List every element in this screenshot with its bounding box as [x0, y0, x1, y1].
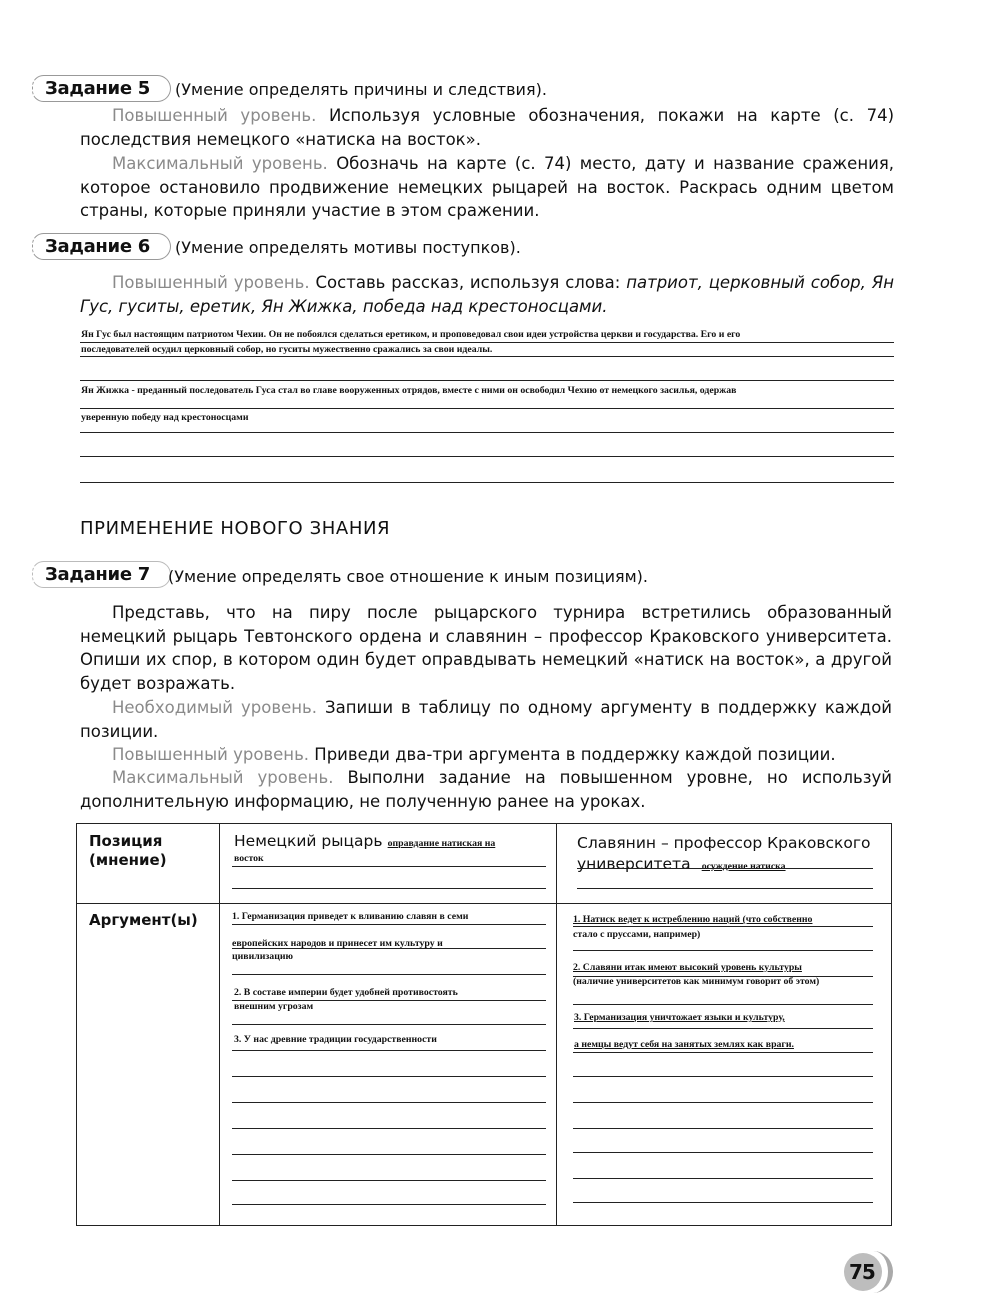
answer-line: [232, 1128, 546, 1129]
answer-line: [80, 456, 894, 457]
answer-line: [577, 868, 873, 869]
task-7-intro: Представь, что на пиру после рыцарского турнира встретились образованный немецкий рыцарь Тевтонского ордена и славянин – профессор Краковского университета. Опиши их спор, в котором один будет оправдывать немецкий «натиск на восток», а другой будет возражать.: [80, 603, 892, 693]
answer-line: [80, 482, 894, 483]
answer-line: [80, 356, 894, 357]
answer-line: [232, 866, 546, 867]
task-7-badge: [32, 561, 171, 588]
answer-line: [232, 974, 546, 975]
slav-title-2: университета: [577, 855, 691, 873]
answer-line: [80, 380, 894, 381]
level-label: Максимальный уровень.: [112, 154, 328, 173]
answer-line: [232, 1076, 546, 1077]
level-text: Выполни задание на повышенном уровне, но используй дополнительную информацию, не полученную ранее на уроках.: [80, 768, 892, 811]
position-label: Позиция (мнение): [89, 832, 167, 869]
task-6-skill: (Умение определять мотивы поступков).: [175, 238, 521, 257]
slav-argument-line[interactable]: а немцы ведут себя на занятых землях как враги.: [574, 1039, 794, 1050]
task-6-answer-line-3[interactable]: Ян Жижка - преданный последователь Гуса стал во главе вооруженных отрядов, вместе с ними он освободил Чехию от немецкого засилья, одержав: [81, 385, 737, 396]
answer-line: [573, 1102, 873, 1103]
german-position-answer-1[interactable]: оправдание натиская на: [387, 838, 496, 849]
task-5-raised-level: [80, 104, 894, 151]
level-label: Повышенный уровень.: [112, 273, 310, 292]
page-number: 75: [849, 1260, 875, 1284]
answer-line: [232, 924, 546, 925]
task-6-keywords: патриот, церковный собор, Ян Гус, гуситы, еретик, Ян Жижка, победа над крестоносцами.: [80, 273, 895, 316]
slav-argument-line[interactable]: 1. Натиск ведет к истреблению наций (что собственно: [573, 914, 813, 925]
answer-line: [573, 1178, 873, 1179]
answer-line: [573, 950, 873, 951]
answer-line: [232, 1102, 546, 1103]
level-text: Обозначь на карте (с. 74) место, дату и название сражения, которое остановило продвижение немецких рыцарей на восток. Раскрась одним цветом страны, которые приняли участие в этом сражении.: [80, 154, 895, 220]
slav-argument-line[interactable]: 2. Славяни итак имеют высокий уровень культуры: [573, 962, 802, 973]
task-6-badge: [32, 233, 171, 260]
task-7-skill: (Умение определять свое отношение к иным позициям).: [168, 567, 648, 586]
answer-line: [80, 408, 894, 409]
level-label: Необходимый уровень.: [112, 698, 317, 717]
slav-argument-line[interactable]: (наличие университетов как минимум говорит об этом): [573, 976, 820, 987]
answer-line: [573, 1128, 873, 1129]
task-6-label: Задание 6: [45, 236, 150, 257]
answer-line: [232, 888, 546, 889]
row-label-cell: [77, 904, 220, 1226]
answer-line: [80, 342, 894, 343]
answer-line: [577, 888, 873, 889]
task-7-raised-level: [80, 743, 892, 767]
german-title: Немецкий рыцарь: [234, 832, 383, 850]
task-5-max-level: [80, 152, 894, 223]
answer-line: [232, 1050, 546, 1051]
answer-line: [573, 1052, 873, 1053]
answer-line: [232, 1024, 546, 1025]
slav-title-1: Славянин – профессор Краковского: [577, 834, 871, 852]
task-5-label: Задание 5: [45, 78, 150, 99]
arguments-label: Аргумент(ы): [89, 911, 198, 929]
level-label: Максимальный уровень.: [112, 768, 334, 787]
level-label: Повышенный уровень.: [112, 745, 310, 764]
german-argument-line[interactable]: европейских народов и принесет им культуру и: [232, 938, 443, 949]
row-label-cell: [77, 824, 220, 904]
arguments-table: [76, 823, 892, 1226]
section-title: ПРИМЕНЕНИЕ НОВОГО ЗНАНИЯ: [80, 518, 391, 539]
answer-line: [573, 1004, 873, 1005]
slav-argument-line[interactable]: 3. Германизация уничтожает языки и культуру,: [574, 1012, 785, 1023]
answer-line: [573, 1202, 873, 1203]
task-7-max-level: [80, 766, 892, 813]
slav-position-answer[interactable]: осуждение натиска: [701, 861, 786, 872]
german-argument-line[interactable]: 2. В составе империи будет удобней противостоять: [234, 987, 458, 998]
level-text: Приведи два-три аргумента в поддержку каждой позиции.: [314, 745, 836, 764]
level-label: Повышенный уровень.: [112, 106, 317, 125]
task-6-answer-line-4[interactable]: уверенную победу над крестоносцами: [81, 412, 249, 423]
level-text: Используя условные обозначения, покажи на карте (с. 74) последствия немецкого «натиска на восток».: [80, 106, 895, 149]
german-argument-line[interactable]: 3. У нас древние традиции государственности: [234, 1034, 437, 1045]
slav-argument-line[interactable]: стало с пруссами, например): [573, 929, 701, 940]
german-position-answer-2[interactable]: восток: [234, 853, 264, 864]
answer-line: [80, 432, 894, 433]
slav-header-line-2: [577, 854, 877, 875]
german-header: [234, 831, 544, 852]
answer-line: [573, 1028, 873, 1029]
slav-arguments-cell[interactable]: [557, 904, 892, 1226]
answer-line: [573, 1076, 873, 1077]
german-position-cell[interactable]: [220, 824, 557, 904]
answer-line: [232, 1204, 546, 1205]
task-5-skill: (Умение определять причины и следствия).: [175, 80, 547, 99]
table-row-position: [77, 824, 892, 904]
page-number-badge: [840, 1253, 886, 1293]
level-text: Запиши в таблицу по одному аргументу в поддержку каждой позиции.: [80, 698, 893, 741]
answer-line: [232, 1154, 546, 1155]
german-arguments-cell[interactable]: [220, 904, 557, 1226]
task-6-answer-line-2[interactable]: последователей осудил церковный собор, но гуситы мужественно сражались за свои идеалы.: [81, 344, 493, 355]
task-7-required-level: [80, 696, 892, 743]
answer-line: [573, 1152, 873, 1153]
task-6-answer-line-1[interactable]: Ян Гус был настоящим патриотом Чехии. Он не побоялся сделаться еретиком, и проповедовал свои идеи устройства церкви и государства. Его и его: [81, 329, 741, 340]
german-argument-line[interactable]: цивилизацию: [232, 951, 293, 962]
task-7-label: Задание 7: [45, 564, 150, 585]
table-row-arguments: [77, 904, 892, 1226]
german-argument-line[interactable]: внешним угрозам: [234, 1001, 314, 1012]
answer-line: [573, 926, 873, 927]
level-text: Составь рассказ, используя слова:: [315, 273, 627, 292]
task-5-badge: [32, 75, 171, 102]
answer-line: [232, 1180, 546, 1181]
task-6-raised-level: [80, 271, 894, 318]
slav-position-cell[interactable]: [557, 824, 892, 904]
german-argument-line[interactable]: 1. Германизация приведет к вливанию славян в семи: [232, 911, 469, 922]
